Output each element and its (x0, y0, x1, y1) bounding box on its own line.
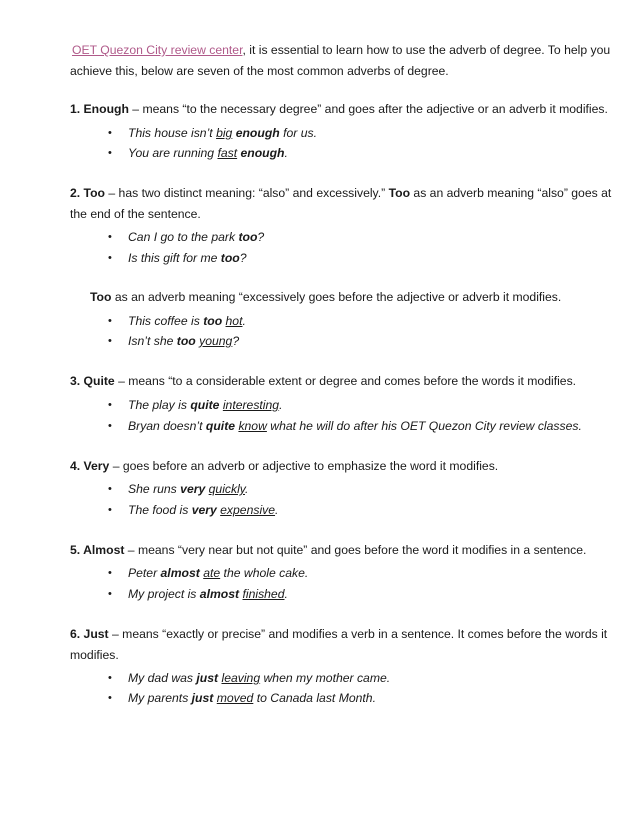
list-item: This house isn’t big enough for us. (128, 126, 317, 140)
intro-line-2: achieve this, below are seven of the most common adverbs of degree. (70, 64, 449, 78)
review-center-link[interactable]: OET Quezon City review center (72, 43, 243, 57)
bullet-marker: • (108, 231, 112, 243)
bullet-marker: • (108, 672, 112, 684)
section-1-desc: – means “to the necessary degree” and goes after the adjective or an adverb it modifies. (128, 102, 608, 116)
list-item: Bryan doesn’t quite know what he will do after his OET Quezon City review classes. (128, 419, 582, 433)
bullet-marker: • (108, 692, 112, 704)
bullet-marker: • (108, 588, 112, 600)
list-item: My project is almost finished. (128, 587, 288, 601)
bullet-marker: • (108, 252, 112, 264)
section-3-heading: 3. Quite – means “to a considerable extent or degree and comes before the words it modifies. (70, 374, 577, 388)
list-item: The food is very expensive. (128, 503, 279, 517)
bullet-marker: • (108, 399, 112, 411)
list-item: Peter almost ate the whole cake. (128, 566, 309, 580)
bullet-marker: • (108, 504, 112, 516)
bullet-marker: • (108, 335, 112, 347)
bullet-marker: • (108, 127, 112, 139)
section-2-term: 2. Too (70, 186, 105, 200)
list-item: Isn’t she too young? (128, 334, 240, 348)
section-1-heading (70, 102, 608, 117)
section-6-heading: 6. Just – means “exactly or precise” and modifies a verb in a sentence. It comes before the words it (70, 627, 608, 641)
list-item: My parents just moved to Canada last Month. (128, 691, 376, 705)
list-item: This coffee is too hot. (128, 314, 246, 328)
bullet-marker: • (108, 147, 112, 159)
list-item: My dad was just leaving when my mother came. (128, 671, 391, 685)
section-5-heading: 5. Almost – means “very near but not quite” and goes before the word it modifies in a sentence. (70, 543, 587, 557)
list-item: Can I go to the park too? (128, 230, 265, 244)
section-2-subheading: Too as an adverb meaning “excessively goes before the adjective or adverb it modifies. (90, 290, 562, 304)
list-item: The play is quite interesting. (128, 398, 283, 412)
bullet-marker: • (108, 420, 112, 432)
list-item: You are running fast enough. (128, 146, 288, 160)
section-2-heading: 2. Too – has two distinct meaning: “also” and excessively.” Too as an adverb meaning “also” goes at (70, 186, 612, 200)
section-1-term: 1. Enough (70, 102, 129, 116)
list-item: She runs very quickly. (128, 482, 249, 496)
list-item: Is this gift for me too? (128, 251, 247, 265)
section-2-line-2: the end of the sentence. (70, 207, 201, 221)
bullet-marker: • (108, 483, 112, 495)
intro-text: , it is essential to learn how to use the adverb of degree. To help you (242, 43, 611, 57)
bullet-marker: • (108, 315, 112, 327)
section-4-heading: 4. Very – goes before an adverb or adjective to emphasize the word it modifies. (70, 459, 499, 473)
intro-line-1 (72, 43, 610, 58)
bullet-marker: • (108, 567, 112, 579)
section-6-line-2: modifies. (70, 648, 119, 662)
